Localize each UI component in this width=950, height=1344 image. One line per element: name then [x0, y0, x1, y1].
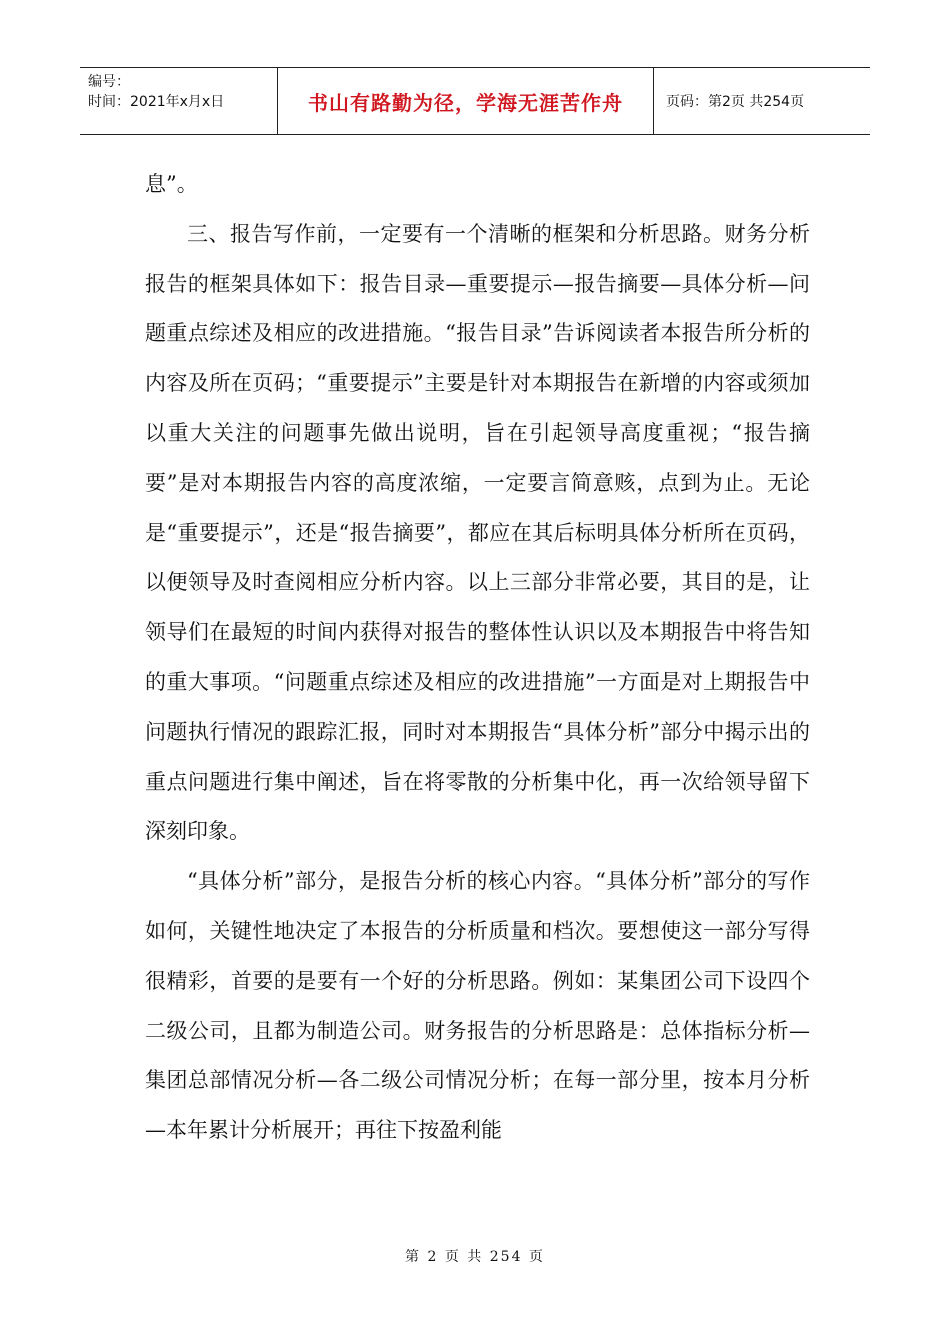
header-motto: 书山有路勤为径，学海无涯苦作舟: [278, 68, 654, 134]
header-meta: [80, 68, 278, 134]
page-header: [80, 67, 870, 135]
paragraph-continuation: 息”。: [145, 172, 198, 196]
paragraph-report-framework: 三、报告写作前，一定要有一个清晰的框架和分析思路。财务分析报告的框架具体如下：报告目录—重要提示—报告摘要—具体分析—问题重点综述及相应的改进措施。“报告目录”告诉阅读者本报告所分析的内容及所在页码；“重要提示”主要是针对本期报告在新增的内容或须加以重大关注的问题事先做出说明，旨在引起领导高度重视；“报告摘要”是对本期报告内容的高度浓缩，一定要言简意赅，点到为止。无论是“重要提示”，还是“报告摘要”，都应在其后标明具体分析所在页码，以便领导及时查阅相应分析内容。以上三部分非常必要，其目的是，让领导们在最短的时间内获得对报告的整体性认识以及本期报告中将告知的重大事项。“问题重点综述及相应的改进措施”一方面是对上期报告中问题执行情况的跟踪汇报，同时对本期报告“具体分析”部分中揭示出的重点问题进行集中阐述，旨在将零散的分析集中化，再一次给领导留下深刻印象。: [145, 221, 810, 844]
page-footer: 第 2 页 共 254 页: [405, 1249, 545, 1265]
document-number-label: 编号：: [88, 74, 130, 90]
document-date: 时间：2021年x月x日: [88, 94, 225, 110]
document-body: [145, 160, 810, 1156]
header-page-info: 页码：第2页 共254页: [666, 94, 805, 110]
paragraph-specific-analysis: “具体分析”部分，是报告分析的核心内容。“具体分析”部分的写作如何，关键性地决定了本报告的分析质量和档次。要想使这一部分写得很精彩，首要的是要有一个好的分析思路。例如：某集团公司下设四个二级公司，且都为制造公司。财务报告的分析思路是：总体指标分析—集团总部情况分析—各二级公司情况分析；在每一部分里，按本月分析—本年累计分析展开；再往下按盈利能: [145, 869, 810, 1143]
